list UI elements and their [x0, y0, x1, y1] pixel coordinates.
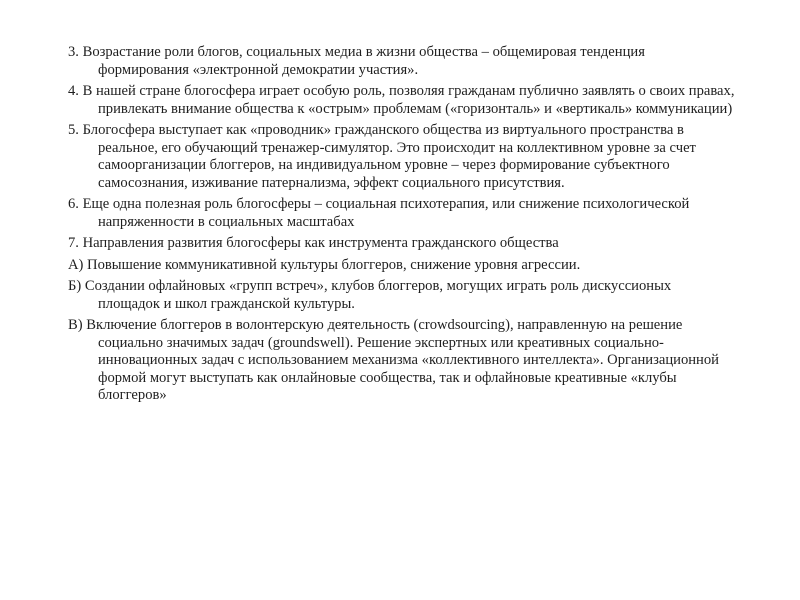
paragraph-v: В) Включение блоггеров в волонтерскую деятельность (crowdsourcing), направленную на решение социально значимых задач (groundswell). Решение экспертных или креативных социально-инновационных задач с использованием механизма «коллективного интеллекта». Организационной формой могут выступать как онлайновые сообщества, так и офлайновые креативные «клубы блоггеров»: [68, 317, 719, 403]
text-body: [68, 44, 736, 409]
paragraph-6: 6. Еще одна полезная роль блогосферы – социальная психотерапия, или снижение психологической напряженности в социальных масштабах: [68, 196, 690, 230]
paragraph-5: 5. Блогосфера выступает как «проводник» гражданского общества из виртуального пространства в реальное, его обучающий тренажер-симулятор. Это происходит на коллективном уровне за счет самоорганизации блоггеров, на индивидуальном уровне – через формирование субъектного самосознания, изживание патернализма, эффект социального присутствия.: [68, 122, 696, 191]
paragraph-4: 4. В нашей стране блогосфера играет особую роль, позволяя гражданам публично заявлять о своих правах, привлекать внимание общества к «острым» проблемам («горизонталь» и «вертикаль» коммуникации): [68, 83, 735, 117]
paragraph-b: Б) Создании офлайновых «групп встреч», клубов блоггеров, могущих играть роль дискуссионых площадок и школ гражданской культуры.: [68, 278, 672, 312]
paragraph-3: 3. Возрастание роли блогов, социальных медиа в жизни общества – общемировая тенденция формирования «электронной демократии участия».: [68, 44, 645, 78]
paragraph-a: А) Повышение коммуникативной культуры блоггеров, снижение уровня агрессии.: [68, 256, 581, 273]
paragraph-7: 7. Направления развития блогосферы как инструмента гражданского общества: [68, 235, 559, 251]
